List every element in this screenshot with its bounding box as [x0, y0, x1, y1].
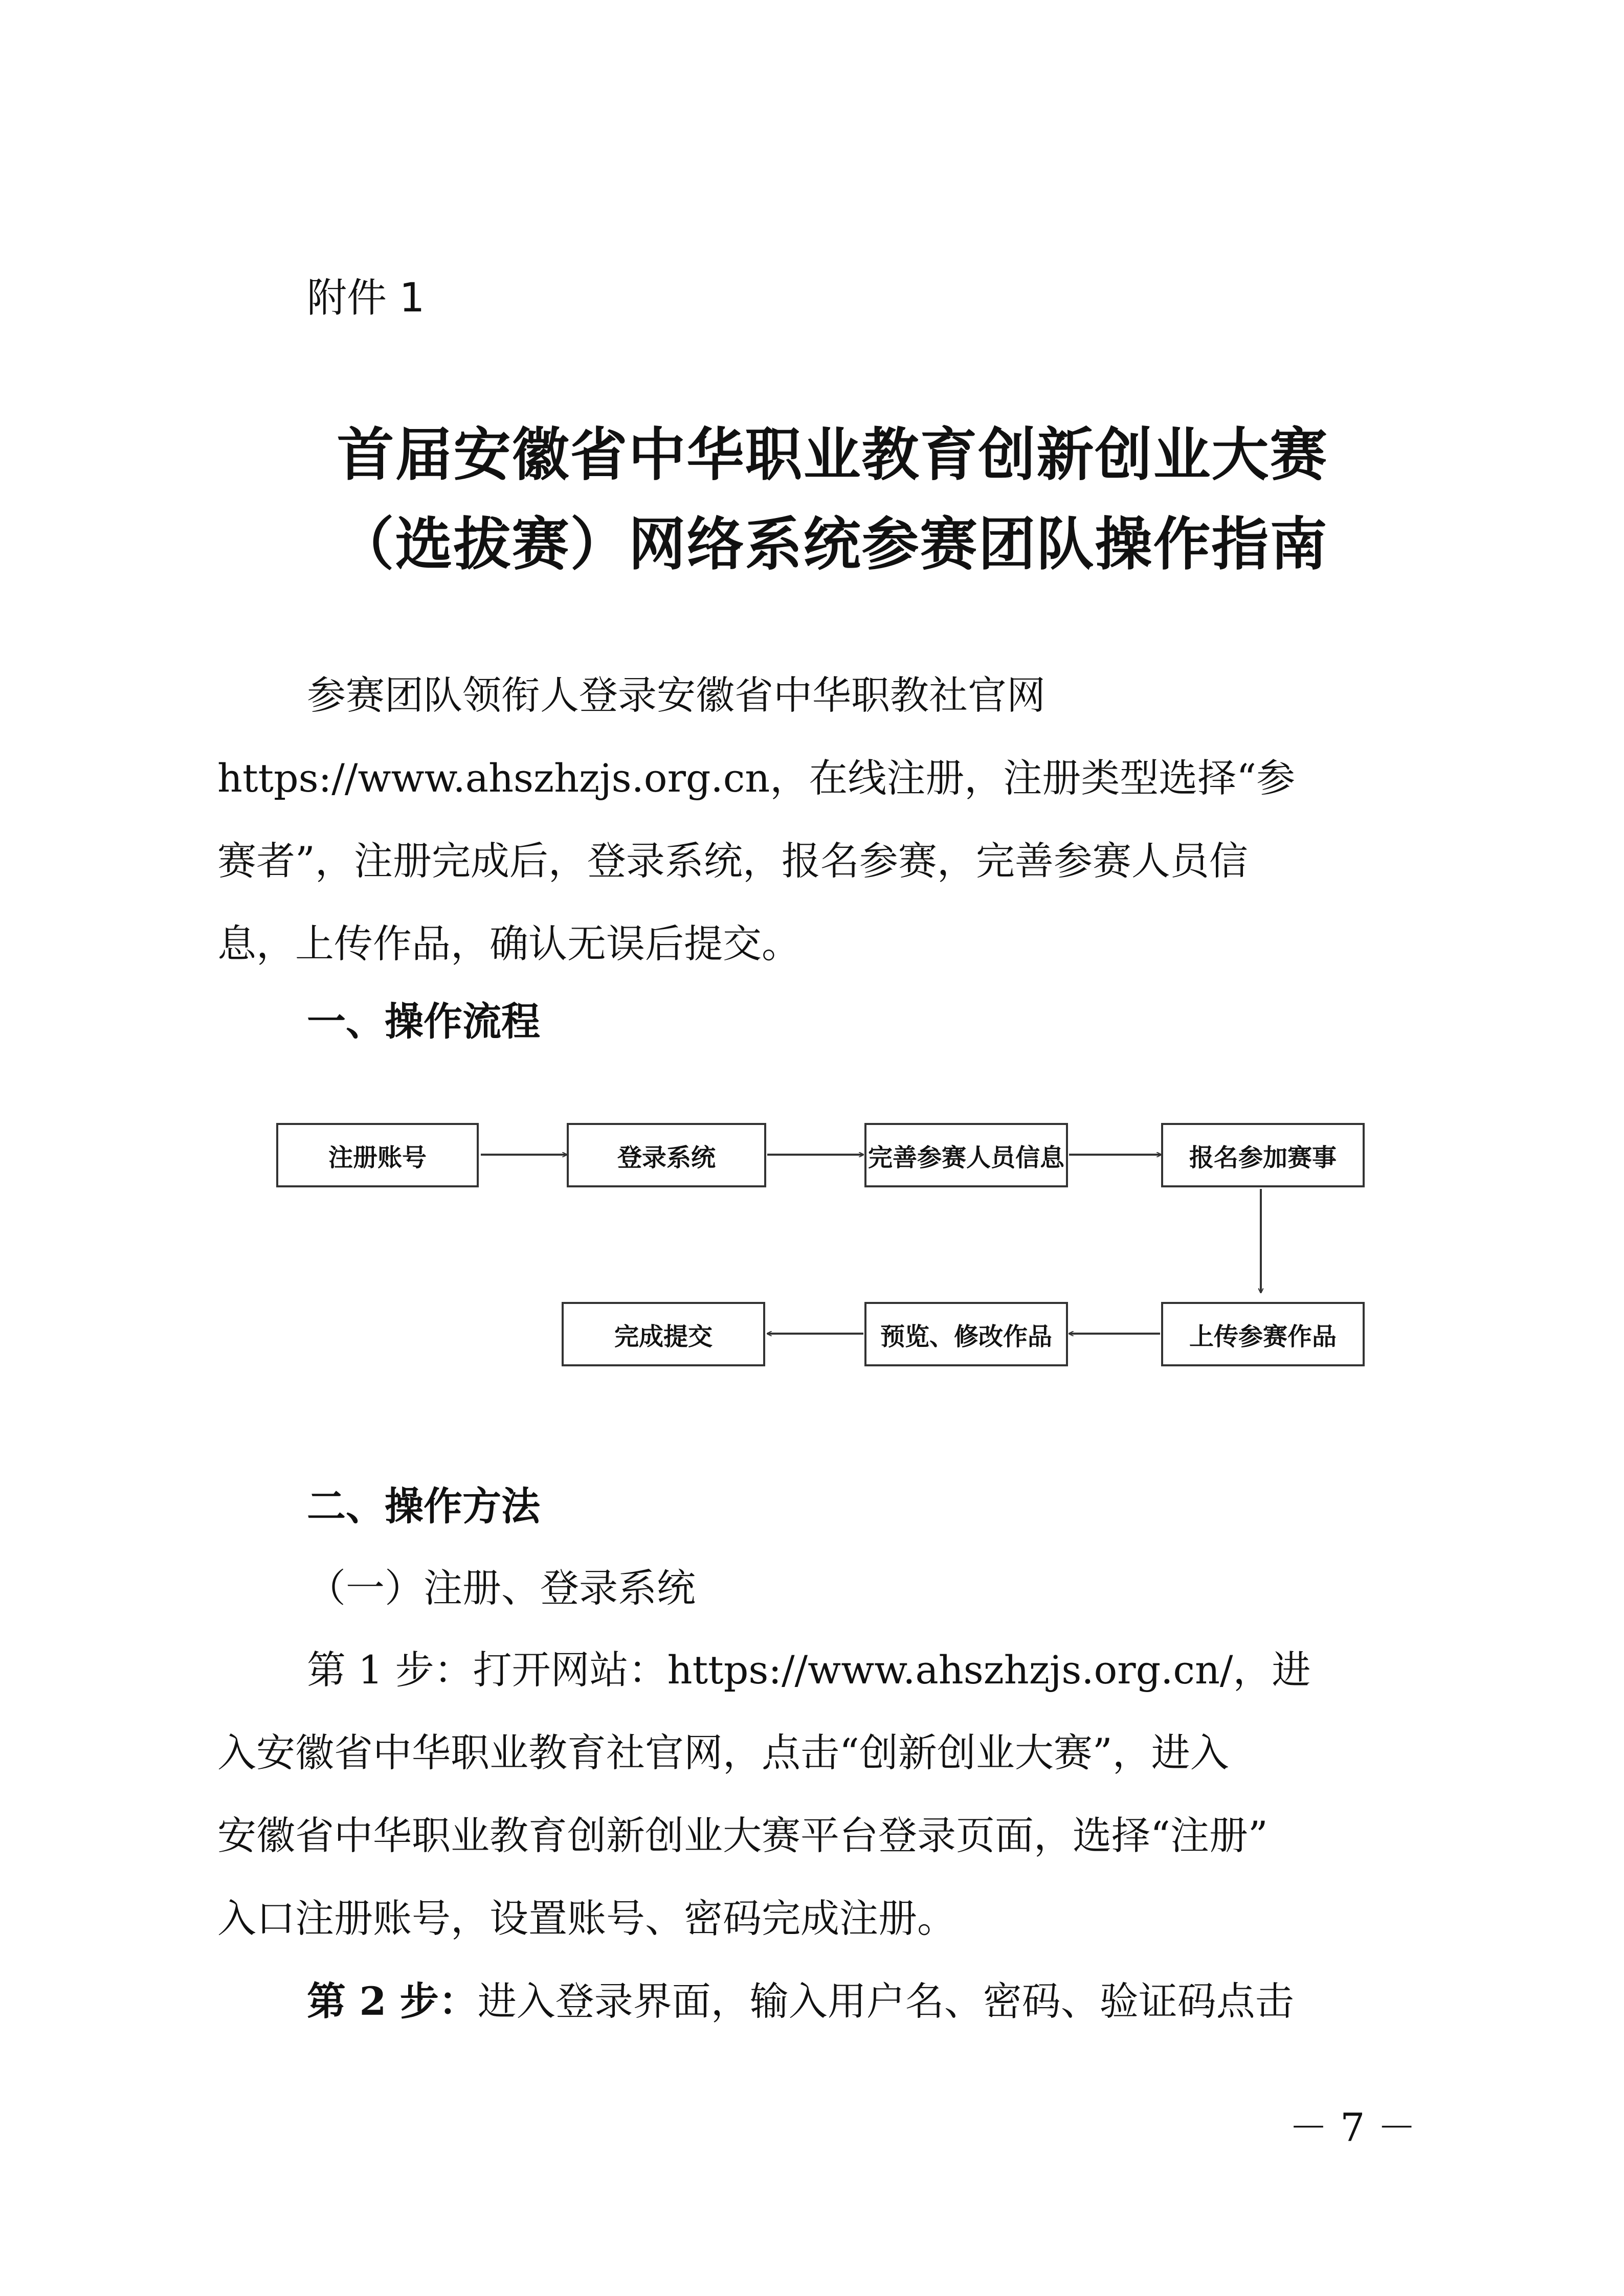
flow-step-submit: 完成提交 [562, 1302, 765, 1366]
section2-heading: 二、操作方法 [307, 1483, 540, 1529]
attachment-label: 附件 1 [307, 275, 425, 321]
document-title-line1: 首届安徽省中华职业教育创新创业大赛 [337, 421, 1328, 488]
step2-text: 进入登录界面，输入用户名、密码、验证码点击 [477, 1978, 1294, 2024]
page-number: － 7 － [1289, 2105, 1416, 2150]
step1-line4: 入口注册账号，设置账号、密码完成注册。 [217, 1896, 956, 1941]
flow-step-preview-edit: 预览、修改作品 [864, 1302, 1068, 1366]
intro-line3: 赛者”，注册完成后，登录系统，报名参赛，完善参赛人员信 [217, 838, 1248, 884]
flow-step-complete-info: 完善参赛人员信息 [864, 1123, 1068, 1187]
intro-line2: https://www.ahszhzjs.org.cn，在线注册，注册类型选择“参 [217, 755, 1296, 801]
step2-label: 第 2 步： [307, 1978, 478, 2024]
section1-heading: 一、操作流程 [307, 999, 540, 1044]
step1-line2: 入安徽省中华职业教育社官网，点击“创新创业大赛”，进入 [217, 1730, 1229, 1775]
intro-line1: 参赛团队领衔人登录安徽省中华职教社官网 [307, 672, 1045, 718]
flow-step-signup-event: 报名参加赛事 [1161, 1123, 1365, 1187]
flow-step-register: 注册账号 [276, 1123, 479, 1187]
document-title-line2: （选拔赛）网络系统参赛团队操作指南 [337, 511, 1328, 578]
step2-line [307, 1978, 1294, 2024]
flow-step-upload-work: 上传参赛作品 [1161, 1302, 1365, 1366]
subsection1-heading: （一）注册、登录系统 [307, 1565, 696, 1611]
flow-step-login: 登录系统 [567, 1123, 766, 1187]
step1-line3: 安徽省中华职业教育创新创业大赛平台登录页面，选择“注册” [217, 1813, 1268, 1858]
step1-line1: 第 1 步：打开网站：https://www.ahszhzjs.org.cn/，进 [307, 1647, 1311, 1693]
intro-line4: 息，上传作品，确认无误后提交。 [217, 921, 800, 966]
